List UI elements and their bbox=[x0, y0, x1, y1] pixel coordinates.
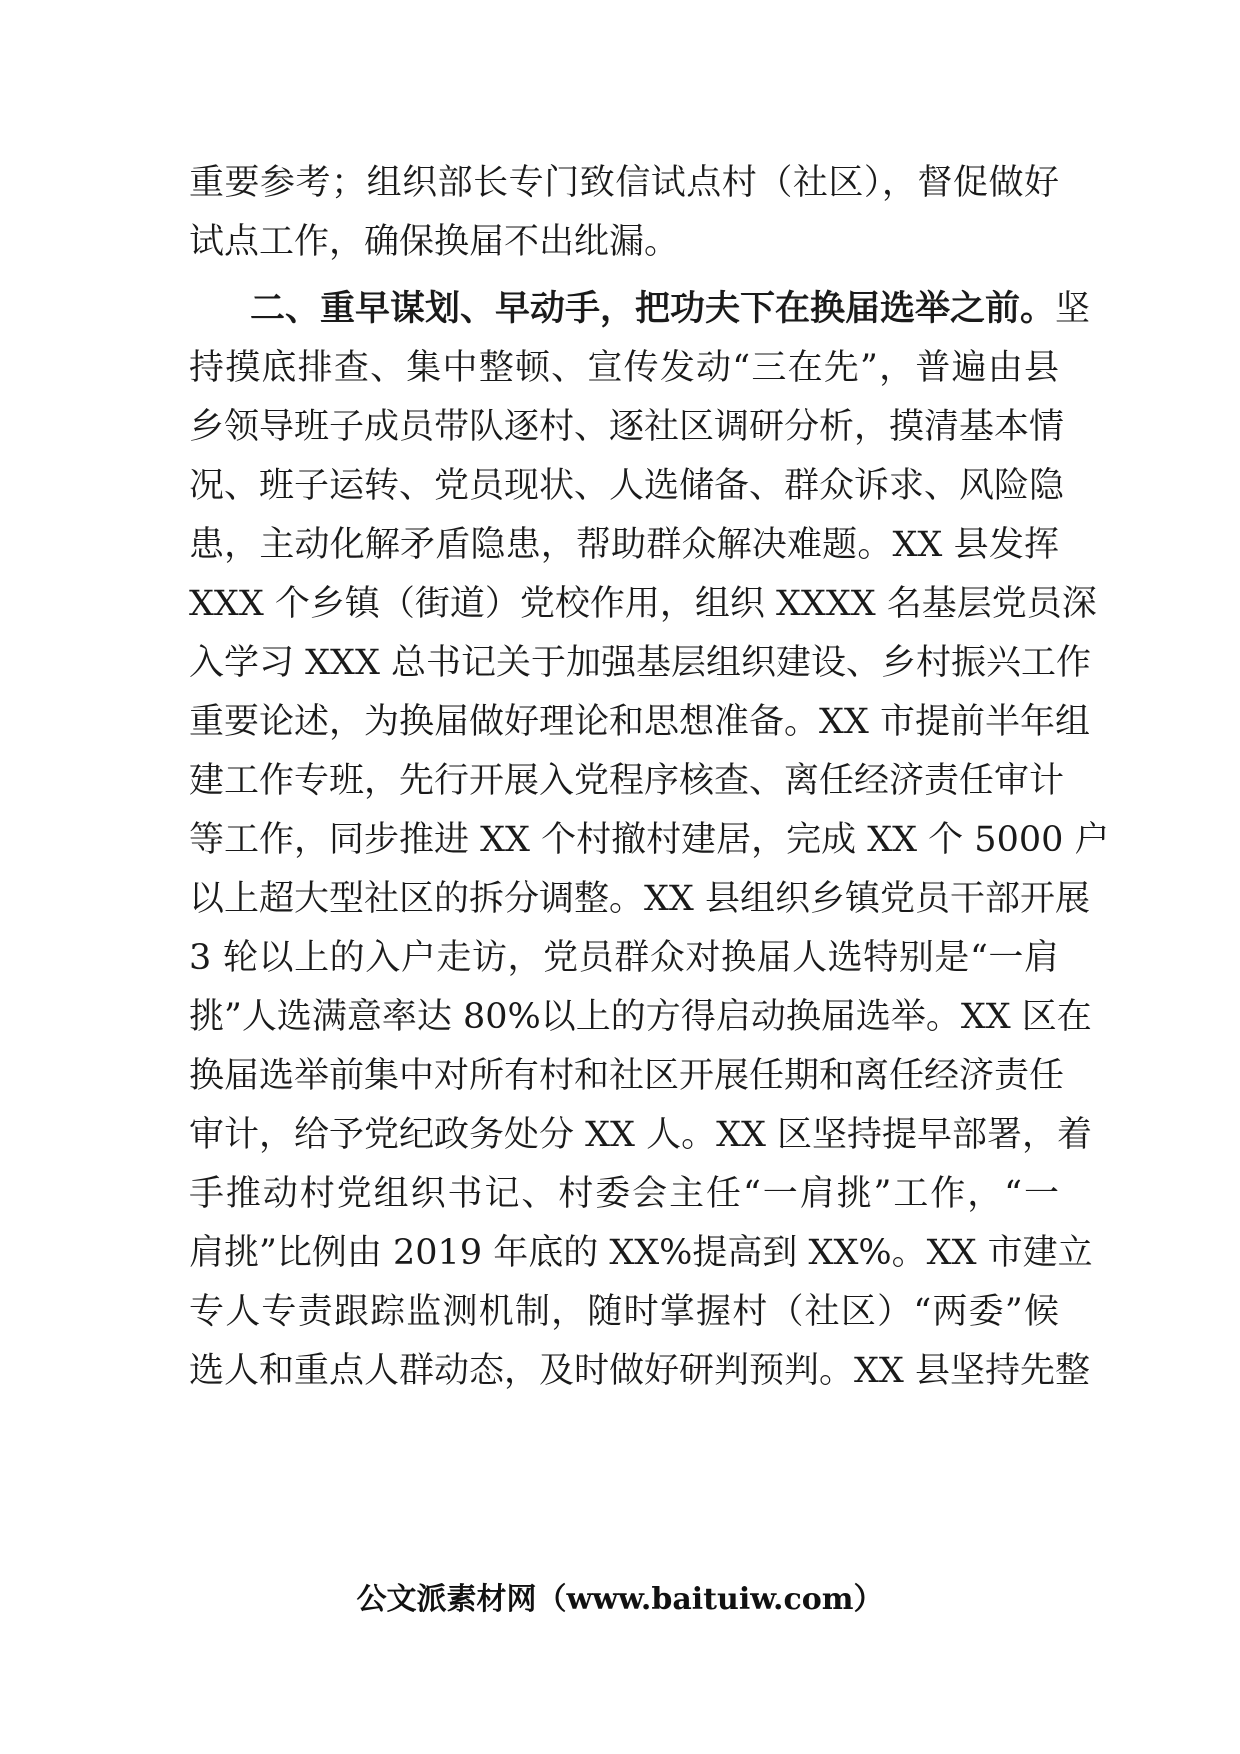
body-text-line: 以上超大型社区的拆分调整。XX 县组织乡镇党员干部开展 bbox=[189, 879, 1090, 919]
body-text-line: 况、班子运转、党员现状、人选储备、群众诉求、风险隐 bbox=[189, 466, 1065, 506]
body-text-line: 换届选举前集中对所有村和社区开展任期和离任经济责任 bbox=[189, 1056, 1065, 1096]
body-text-line: 手推动村党组织书记、村委会主任“一肩挑”工作，“一 bbox=[189, 1174, 1059, 1214]
body-text-line: 患，主动化解矛盾隐患，帮助群众解决难题。XX 县发挥 bbox=[189, 525, 1059, 565]
page-footer: 公文派素材网（www.baituiw.com） bbox=[356, 1582, 884, 1617]
section-heading-line bbox=[250, 276, 1091, 342]
body-text-line: 乡领导班子成员带队逐村、逐社区调研分析，摸清基本情 bbox=[189, 407, 1065, 447]
body-text-line: 3 轮以上的入户走访，党员群众对换届人选特别是“一肩 bbox=[189, 938, 1059, 978]
body-text: 坚 bbox=[1055, 289, 1091, 329]
body-text-line: 肩挑”比例由 2019 年底的 XX%提高到 XX%。XX 市建立 bbox=[189, 1233, 1093, 1273]
body-text-line: 挑”人选满意率达 80%以上的方得启动换届选举。XX 区在 bbox=[189, 997, 1092, 1037]
body-text-line: 选人和重点人群动态，及时做好研判预判。XX 县坚持先整 bbox=[189, 1351, 1090, 1391]
body-text-line: 审计，给予党纪政务处分 XX 人。XX 区坚持提早部署，着 bbox=[189, 1115, 1093, 1155]
body-text-line: 持摸底排查、集中整顿、宣传发动“三在先”，普遍由县 bbox=[189, 348, 1059, 388]
body-text-line: 重要参考；组织部长专门致信试点村（社区），督促做好 bbox=[189, 163, 1059, 203]
body-text-line: 重要论述，为换届做好理论和思想准备。XX 市提前半年组 bbox=[189, 702, 1090, 742]
body-text-line: 专人专责跟踪监测机制，随时掌握村（社区）“两委”候 bbox=[189, 1292, 1059, 1332]
body-text-line: 入学习 XXX 总书记关于加强基层组织建设、乡村振兴工作 bbox=[189, 643, 1092, 683]
body-text-line: 试点工作，确保换届不出纰漏。 bbox=[189, 222, 680, 262]
body-text-line: 建工作专班，先行开展入党程序核查、离任经济责任审计 bbox=[189, 761, 1065, 801]
body-text-line: XXX 个乡镇（街道）党校作用，组织 XXXX 名基层党员深 bbox=[189, 584, 1097, 624]
body-text-line: 等工作，同步推进 XX 个村撤村建居，完成 XX 个 5000 户 bbox=[189, 820, 1110, 860]
section-heading: 二、重早谋划、早动手，把功夫下在换届选举之前。 bbox=[250, 288, 1056, 329]
